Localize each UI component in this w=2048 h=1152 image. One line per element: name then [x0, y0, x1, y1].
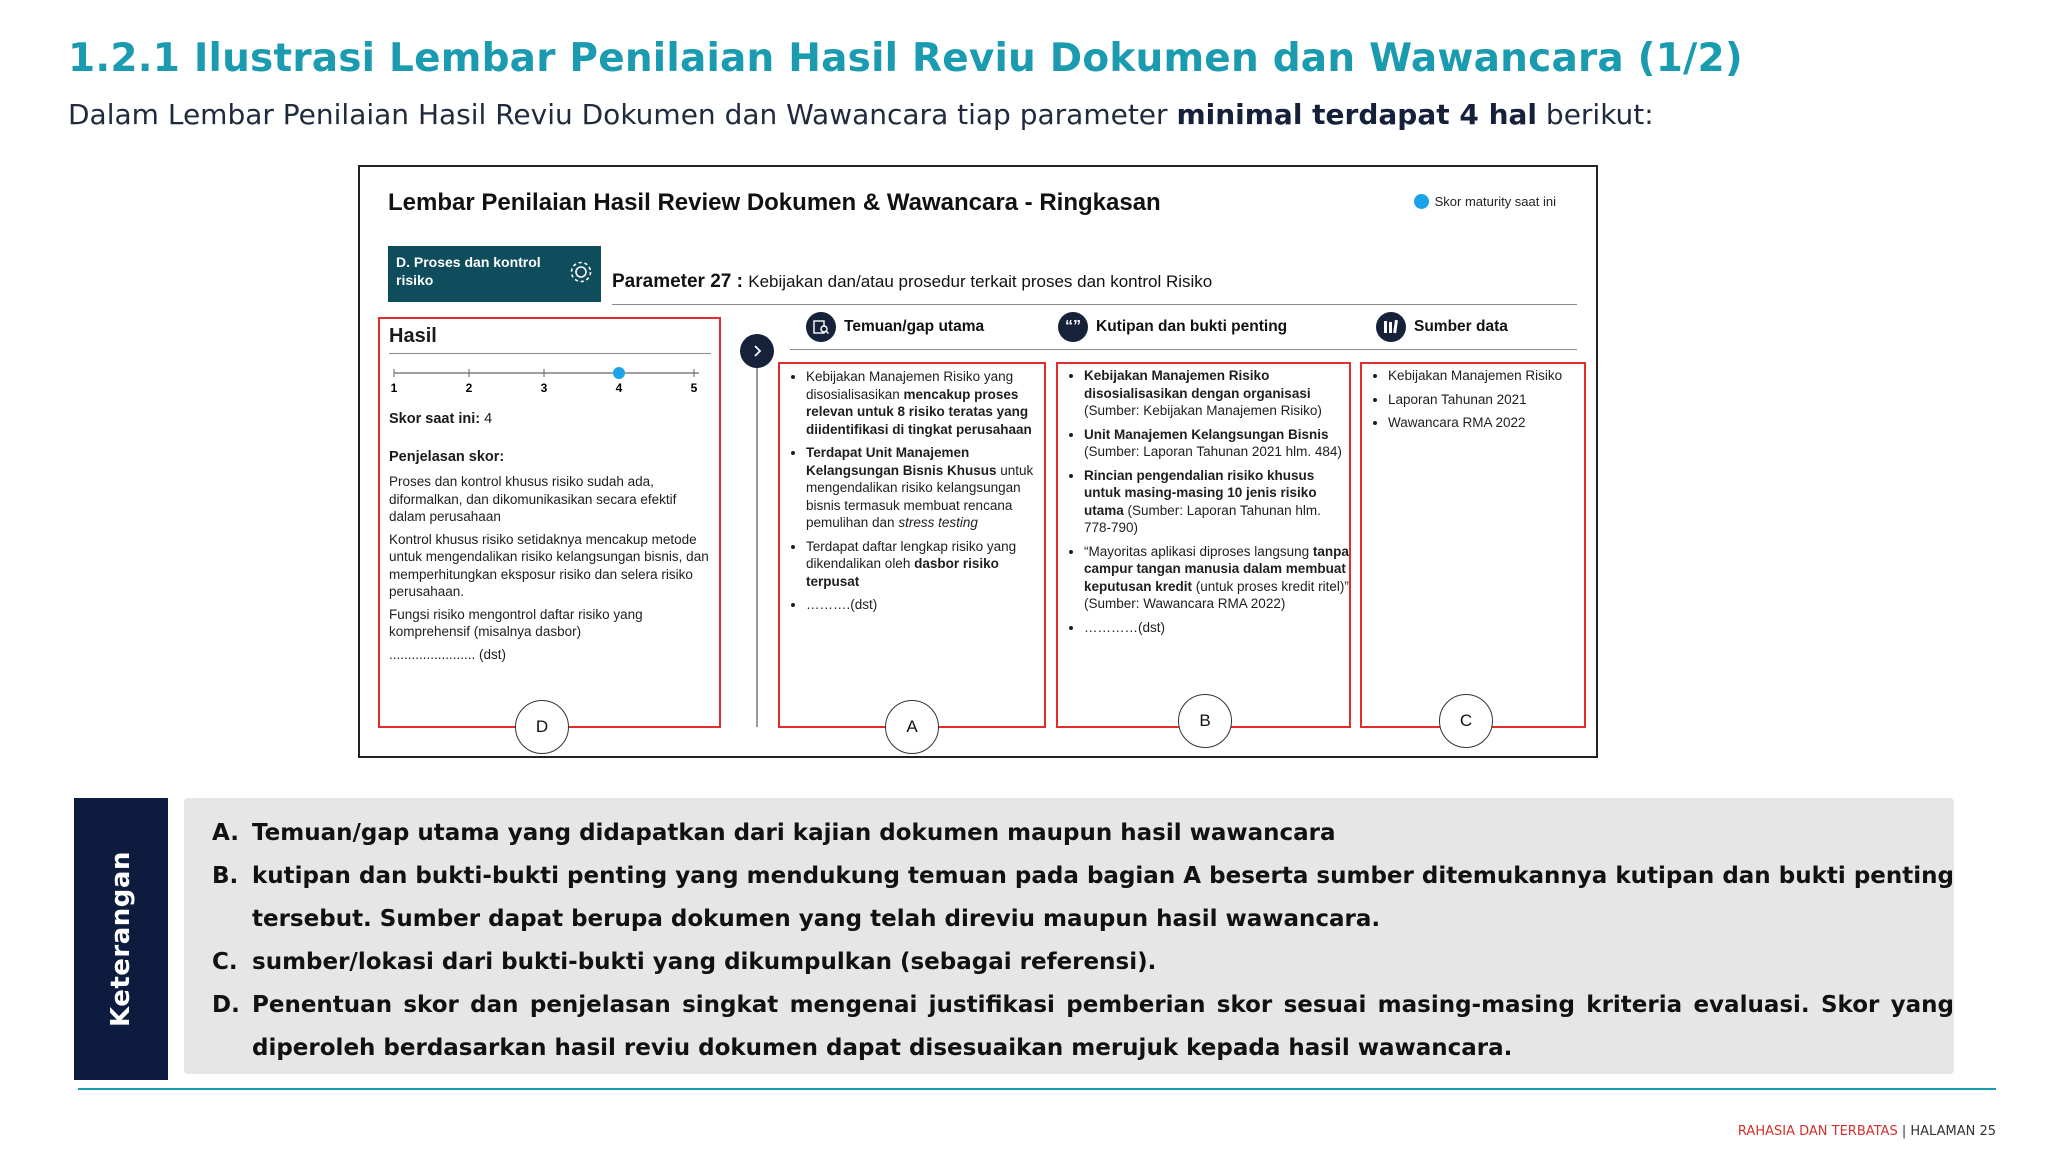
keterangan-bar: [74, 798, 168, 1080]
hasil-divider: [389, 353, 711, 354]
temuan-item-text: dasbor risiko terpusat: [806, 556, 999, 589]
sumber-item-text: Wawancara RMA 2022: [1388, 415, 1526, 430]
subtitle-text-post: berikut:: [1537, 98, 1654, 131]
keterangan-item-d: [212, 984, 1954, 1070]
current-score-marker: [613, 367, 625, 379]
temuan-item: [806, 596, 1044, 614]
scale-tick-label: 1: [390, 381, 398, 395]
temuan-item-text: untuk mengendalikan risiko kelangsungan bisnis termasuk membuat rencana pemulihan dan: [806, 462, 1034, 530]
penjelasan-paragraph: Kontrol khusus risiko setidaknya mencakup metode untuk mengendalikan risiko kelangsungan bisnis, dan memperhitungkan eksposur risiko dan selera risiko perusahaan.: [389, 531, 709, 599]
category-box: [388, 246, 601, 302]
penjelasan-paragraph: Proses dan kontrol khusus risiko sudah ada, diformalkan, dan dikomunikasikan secara efektif dalam perusahaan: [389, 474, 677, 524]
footer-divider: [78, 1088, 1996, 1090]
current-score-value: 4: [484, 411, 493, 427]
sumber-item: [1388, 367, 1584, 385]
kutipan-item-text: Kebijakan Manajemen Risiko disosialisasikan dengan organisasi: [1084, 368, 1311, 401]
kutipan-list: [1058, 367, 1349, 636]
keterangan-item-a: [212, 812, 1954, 855]
scale-tick-label: 4: [615, 381, 623, 395]
kutipan-item: [1084, 619, 1349, 637]
penjelasan-label: Penjelasan skor:: [389, 449, 505, 465]
temuan-item-text: Terdapat daftar lengkap risiko yang dikendalikan oleh: [806, 538, 1017, 571]
kutipan-item-text: Unit Manajemen Kelangsungan Bisnis: [1084, 426, 1329, 442]
kutipan-item-text: tanpa campur tangan manusia dalam membuat keputusan kredit: [1084, 543, 1349, 594]
search-document-icon: [806, 312, 836, 342]
kutipan-item-text: (Sumber: Laporan Tahunan 2021 hlm. 484): [1084, 444, 1342, 459]
kutipan-header: [1058, 312, 1287, 342]
badge-b: B: [1178, 694, 1232, 748]
badge-c: C: [1439, 694, 1493, 748]
category-label: D. Proses dan kontrol risiko: [396, 254, 541, 288]
keterangan-letter: A.: [212, 820, 239, 846]
temuan-item-text: ……….(dst): [806, 597, 878, 612]
kutipan-item-text: …………(dst): [1084, 619, 1165, 635]
sumber-box: [1360, 362, 1586, 728]
kutipan-item-text: “Mayoritas aplikasi diproses langsung: [1084, 543, 1313, 559]
hasil-box: [378, 317, 721, 728]
kutipan-item: [1084, 543, 1349, 613]
footer-separator: |: [1901, 1124, 1907, 1139]
temuan-item-text: Kebijakan Manajemen Risiko yang disosialisasikan: [806, 369, 1014, 402]
figure-title: Lembar Penilaian Hasil Review Dokumen & Wawancara - Ringkasan: [388, 189, 1161, 216]
keterangan-item-c: [212, 941, 1954, 984]
temuan-item-text: mencakup proses relevan untuk 8 risiko teratas yang diidentifikasi di tingkat perusahaan: [806, 386, 1032, 437]
kutipan-item-text: Rincian pengendalian risiko khusus untuk masing-masing 10 jenis risiko utama: [1084, 467, 1317, 518]
sumber-list: [1362, 367, 1584, 432]
legend: [1414, 194, 1556, 209]
score-scale: [389, 361, 709, 395]
temuan-item: [806, 444, 1044, 532]
sumber-item: [1388, 414, 1584, 432]
temuan-item: [806, 538, 1044, 591]
sumber-item: [1388, 391, 1584, 409]
parameter-label: Parameter 27 :: [612, 271, 743, 292]
penjelasan-paragraph: ....................... (dst): [389, 646, 507, 662]
badge-d: D: [515, 700, 569, 754]
sumber-heading: Sumber data: [1414, 318, 1508, 335]
sumber-item-text: Laporan Tahunan 2021: [1388, 391, 1527, 407]
sumber-header: [1376, 312, 1508, 342]
footer-page: HALAMAN 25: [1910, 1124, 1996, 1139]
parameter-line: [612, 271, 1212, 293]
kutipan-item-text: (untuk proses kredit ritel)” (Sumber: Wawancara RMA 2022): [1084, 578, 1349, 611]
keterangan-text: Temuan/gap utama yang didapatkan dari kajian dokumen maupun hasil wawancara: [252, 820, 1336, 846]
temuan-heading: Temuan/gap utama: [844, 318, 985, 335]
keterangan-text: sumber/lokasi dari bukti-bukti yang dikumpulkan (sebagai referensi).: [252, 949, 1157, 975]
slide-subtitle: [68, 98, 1654, 131]
kutipan-item: [1084, 367, 1349, 420]
footer: [1738, 1124, 1996, 1139]
kutipan-item: [1084, 467, 1349, 537]
assessment-sheet-figure: [358, 165, 1598, 758]
chevron-right-icon: [740, 334, 774, 368]
keterangan-item-b: [212, 855, 1954, 941]
gear-icon: [567, 258, 595, 286]
kutipan-box: [1056, 362, 1351, 728]
subtitle-bold: minimal terdapat 4 hal: [1176, 98, 1538, 131]
penjelasan-text: [389, 473, 711, 663]
kutipan-item: [1084, 426, 1349, 461]
penjelasan-paragraph: Fungsi risiko mengontrol daftar risiko yang komprehensif (misalnya dasbor): [389, 606, 643, 639]
keterangan-panel: [184, 798, 1954, 1074]
scale-tick-label: 3: [540, 381, 548, 395]
keterangan-letter: D.: [212, 992, 240, 1018]
slide-title: 1.2.1 Ilustrasi Lembar Penilaian Hasil Reviu Dokumen dan Wawancara (1/2): [68, 36, 1743, 81]
quote-icon: “”: [1058, 312, 1088, 342]
legend-label: Skor maturity saat ini: [1434, 194, 1556, 209]
parameter-text: Kebijakan dan/atau prosedur terkait proses dan kontrol Risiko: [748, 272, 1213, 291]
kutipan-heading: Kutipan dan bukti penting: [1096, 318, 1288, 335]
temuan-item-text: stress testing: [898, 515, 978, 530]
current-score: [389, 411, 492, 427]
library-icon: [1376, 312, 1406, 342]
column-divider: [756, 337, 758, 727]
current-score-label: Skor saat ini:: [389, 411, 481, 427]
header-divider: [790, 349, 1577, 350]
temuan-item-text: Terdapat Unit Manajemen Kelangsungan Bisnis Khusus: [806, 445, 997, 478]
scale-tick-label: 2: [465, 381, 473, 395]
scale-tick-label: 5: [690, 381, 698, 395]
footer-confidential: RAHASIA DAN TERBATAS: [1737, 1124, 1898, 1139]
temuan-box: [778, 362, 1046, 728]
badge-a: A: [885, 700, 939, 754]
temuan-item: [806, 368, 1044, 438]
temuan-header: [806, 312, 984, 342]
keterangan-letter: B.: [212, 863, 239, 889]
hasil-heading: Hasil: [389, 325, 437, 347]
kutipan-item-text: (Sumber: Laporan Tahunan hlm. 778-790): [1084, 502, 1321, 535]
sumber-item-text: Kebijakan Manajemen Risiko: [1388, 368, 1563, 383]
keterangan-letter: C.: [212, 949, 238, 975]
kutipan-item-text: (Sumber: Kebijakan Manajemen Risiko): [1084, 403, 1322, 418]
keterangan-text: kutipan dan bukti-bukti penting yang mendukung temuan pada bagian A beserta sumber ditemukannya kutipan dan bukti penting tersebut. Sumber dapat berupa dokumen yang telah direviu maupun hasil wawancara.: [252, 863, 1954, 932]
score-dot-icon: [1414, 194, 1429, 209]
parameter-divider: [612, 304, 1577, 305]
keterangan-text: Penentuan skor dan penjelasan singkat mengenai justifikasi pemberian skor sesuai masing-masing kriteria evaluasi. Skor yang diperoleh berdasarkan hasil reviu dokumen dapat disesuaikan merujuk kepada hasil wawancara.: [252, 992, 1954, 1061]
temuan-list: [780, 368, 1044, 614]
subtitle-text-pre: Dalam Lembar Penilaian Hasil Reviu Dokumen dan Wawancara tiap parameter: [68, 98, 1177, 131]
keterangan-label: Keterangan: [106, 851, 136, 1027]
